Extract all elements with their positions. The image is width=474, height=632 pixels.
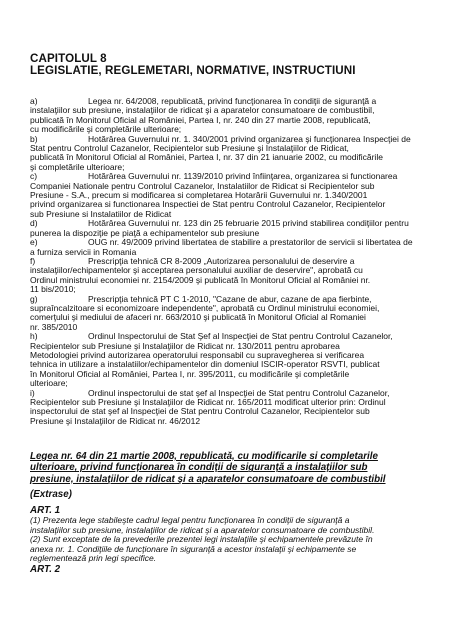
legislation-line <box>30 116 448 125</box>
legislation-line <box>30 219 448 228</box>
legislation-line <box>30 248 448 257</box>
item-label: e) <box>30 238 38 248</box>
legislation-item <box>30 332 448 388</box>
legislation-line <box>30 285 448 294</box>
legislation-line <box>30 295 448 304</box>
item-label: h) <box>30 332 38 342</box>
legislation-item <box>30 97 448 135</box>
legislation-line <box>30 200 448 209</box>
item-text: Recipientelor sub Presiune şi Instalaţiilor de Ridicat nr. 165/2011 modificat ulterior prin: Ordinul <box>30 398 386 407</box>
legislation-line <box>30 407 448 416</box>
legislation-line <box>30 370 448 379</box>
item-text: 11 bis/2010; <box>30 285 76 295</box>
item-text: a furniza servicii in Romania <box>30 247 137 257</box>
item-text: Metodologiei privind autorizarea operatorului responsabil cu supravegherea si verificarea <box>30 350 365 360</box>
legislation-line <box>30 389 448 398</box>
item-text: Legea nr. 64/2008, republicată, privind funcţionarea în condiţii de siguranţă a <box>88 97 377 106</box>
item-text: Ordinul ministrului economiei nr. 2154/2009 şi publicată în Monitorul Oficial al României nr. <box>30 275 371 285</box>
law-heading-line: ulterioare, privind funcţionarea în condiţii de siguranţă a instalaţiilor sub <box>30 462 368 474</box>
item-label: b) <box>30 134 38 144</box>
item-label: f) <box>30 256 36 266</box>
item-text: Hotărârea Guvernului nr. 1. 340/2001 privind organizarea şi funcţionarea Inspecţiei de <box>88 134 411 144</box>
legislation-line <box>30 323 448 332</box>
legislation-list <box>30 97 448 426</box>
legislation-item <box>30 219 448 238</box>
legislation-item <box>30 295 448 333</box>
legislation-line <box>30 398 448 407</box>
item-text: supraîncalzitoare si economizoare independente", aprobată cu Ordinul ministrului economiei, <box>30 303 380 313</box>
item-text: punerea la dispoziţie pe piaţă a echipamentelor sub presiune <box>30 228 260 238</box>
item-text: ulterioare; <box>30 379 68 389</box>
legislation-line <box>30 135 448 144</box>
item-text: şi completările ulterioare; <box>30 162 125 172</box>
legislation-item <box>30 389 448 427</box>
legislation-line <box>30 182 448 191</box>
item-label: c) <box>30 172 38 182</box>
art1-line: (2) Sunt exceptate de la prevederile prezentei legi instalaţiile şi echipamentele prevăzute în <box>30 534 373 545</box>
item-text: Presiune - S.A., precum si modificarea si completarea Hotarârii Guvernului nr. 1.340/2001 <box>30 191 368 201</box>
item-text: OUG nr. 49/2009 privind libertatea de stabilire a prestatorilor de servicii si libertatea de <box>88 238 413 248</box>
legislation-line <box>30 191 448 200</box>
legislation-line <box>30 229 448 238</box>
legislation-line <box>30 125 448 134</box>
item-text: nr. 385/2010 <box>30 322 78 332</box>
art1-line: anexa nr. 1. Condiţiile de funcţionare în siguranţă a acestor instalaţii şi echipamente se <box>30 543 357 554</box>
extrase-label: (Extrase) <box>30 489 72 501</box>
legislation-line <box>30 257 448 266</box>
legislation-item <box>30 172 448 219</box>
legislation-line <box>30 210 448 219</box>
item-text: instalaţiilor/echipamentelor şi acceptarea personalului auxiliar de deservire", aprobată cu <box>30 266 363 276</box>
legislation-line <box>30 379 448 388</box>
chapter-title: CAPITOLUL 8 <box>30 52 107 65</box>
art1-line: reglementează prin legi specifice. <box>30 553 157 564</box>
legislation-line <box>30 313 448 322</box>
legislation-line <box>30 342 448 351</box>
legislation-line <box>30 360 448 369</box>
item-text: Companiei Nationale pentru Controlul Cazanelor, Instalatiilor de Ridicat si Recipientelor sub <box>30 181 375 191</box>
chapter-subtitle: LEGISLATIE, REGLEMETARI, NORMATIVE, INSTRUCTIUNI <box>30 64 356 77</box>
legislation-line <box>30 351 448 360</box>
legislation-line <box>30 153 448 162</box>
item-text: Ordinul Inspectorului de Stat Şef al Inspecţiei de Stat pentru Controlul Cazanelor, <box>88 332 393 342</box>
legislation-item <box>30 135 448 173</box>
legislation-line <box>30 332 448 341</box>
legislation-line <box>30 266 448 275</box>
item-text: comerţului şi mediului de afaceri nr. 663/2010 şi publicată în Monitorul Oficial al Romaniei <box>30 313 366 323</box>
art1-title: ART. 1 <box>30 504 61 516</box>
art1-line: (1) Prezenta lege stabileşte cadrul legal pentru funcţionarea în condiţii de siguranţă a <box>30 515 350 526</box>
legislation-line <box>30 163 448 172</box>
item-text: Prescripţia tehnică CR 8-2009 „Autorizarea personalului de deservire a <box>88 256 355 266</box>
item-label: d) <box>30 219 38 229</box>
item-text: privind organizarea si functionarea Inspectiei de Stat pentru Controlul Cazanelor, Recipientelor <box>30 200 386 210</box>
legislation-line <box>30 172 448 181</box>
item-text: sub Presiune si Instalatiilor de Ridicat <box>30 209 172 219</box>
item-text: Presiune şi Instalaţiilor de Ridicat nr. 46/2012 <box>30 416 201 426</box>
item-text: Stat pentru Controlul Cazanelor, Recipientelor sub Presiune şi Instalaţiilor de Ridicat, <box>30 144 349 154</box>
item-text: Recipientelor sub Presiune şi Instalaţiilor de Ridicat nr. 130/2011 pentru aprobarea <box>30 341 340 351</box>
art2-title: ART. 2 <box>30 564 61 575</box>
item-text: Prescripţia tehnică PT C 1-2010, "Cazane de abur, cazane de apa fierbinte, <box>88 294 372 304</box>
legislation-line <box>30 417 448 426</box>
item-text: Hotărârea Guvernului nr. 123 din 25 februarie 2015 privind stabilirea condiţiilor pentru <box>88 219 409 229</box>
law-excerpt-section <box>30 451 450 575</box>
legislation-line <box>30 144 448 153</box>
item-text: Ordinul inspectorului de stat şef al Inspecţiei de Stat pentru Controlul Cazanelor, <box>88 388 390 398</box>
item-label: a) <box>30 97 38 106</box>
item-text: în Monitorul Oficial al României, Partea I, nr. 395/2011, cu modificările şi completările <box>30 369 350 379</box>
legislation-line <box>30 304 448 313</box>
legislation-line <box>30 97 448 106</box>
item-label: g) <box>30 294 38 304</box>
item-text: Hotărârea Guvernului nr. 1139/2010 privind înfiinţarea, organizarea si functionarea <box>88 172 398 182</box>
item-text: publicată în Monitorul Oficial al României, Partea I, nr. 37 din 21 ianuarie 2002, cu modificările <box>30 153 383 163</box>
item-text: tehnica in utilizare a instalatiilor/echipamentelor din domeniul ISCIR-operator RSVTI, publicat <box>30 360 380 370</box>
law-heading-line: presiune, instalaţiilor de ridicat şi a aparatelor consumatoare de combustibil <box>30 473 386 485</box>
legislation-line <box>30 106 448 115</box>
item-text: cu modificările şi completările ulterioare; <box>30 125 182 135</box>
item-text: inspectorului de stat şef al Inspecţiei de Stat pentru Controlul Cazanelor, Recipientelor sub <box>30 407 370 417</box>
legislation-line <box>30 238 448 247</box>
item-text: publicată în Monitorul Oficial al României, Partea I, nr. 240 din 27 martie 2008, republicată, <box>30 115 371 125</box>
legislation-item <box>30 257 448 295</box>
item-text: instalaţiilor sub presiune, instalaţiilor de ridicat şi a aparatelor consumatoare de combustibil, <box>30 106 375 116</box>
item-label: i) <box>30 388 35 398</box>
legislation-item <box>30 238 448 257</box>
law-heading-line: Legea nr. 64 din 21 martie 2008, republicată, cu modificarile si completarile <box>30 451 378 462</box>
art1-line: instalaţiilor sub presiune, instalaţiilor de ridicat şi a aparatelor consumatoare de combustibil. <box>30 524 375 535</box>
legislation-line <box>30 276 448 285</box>
